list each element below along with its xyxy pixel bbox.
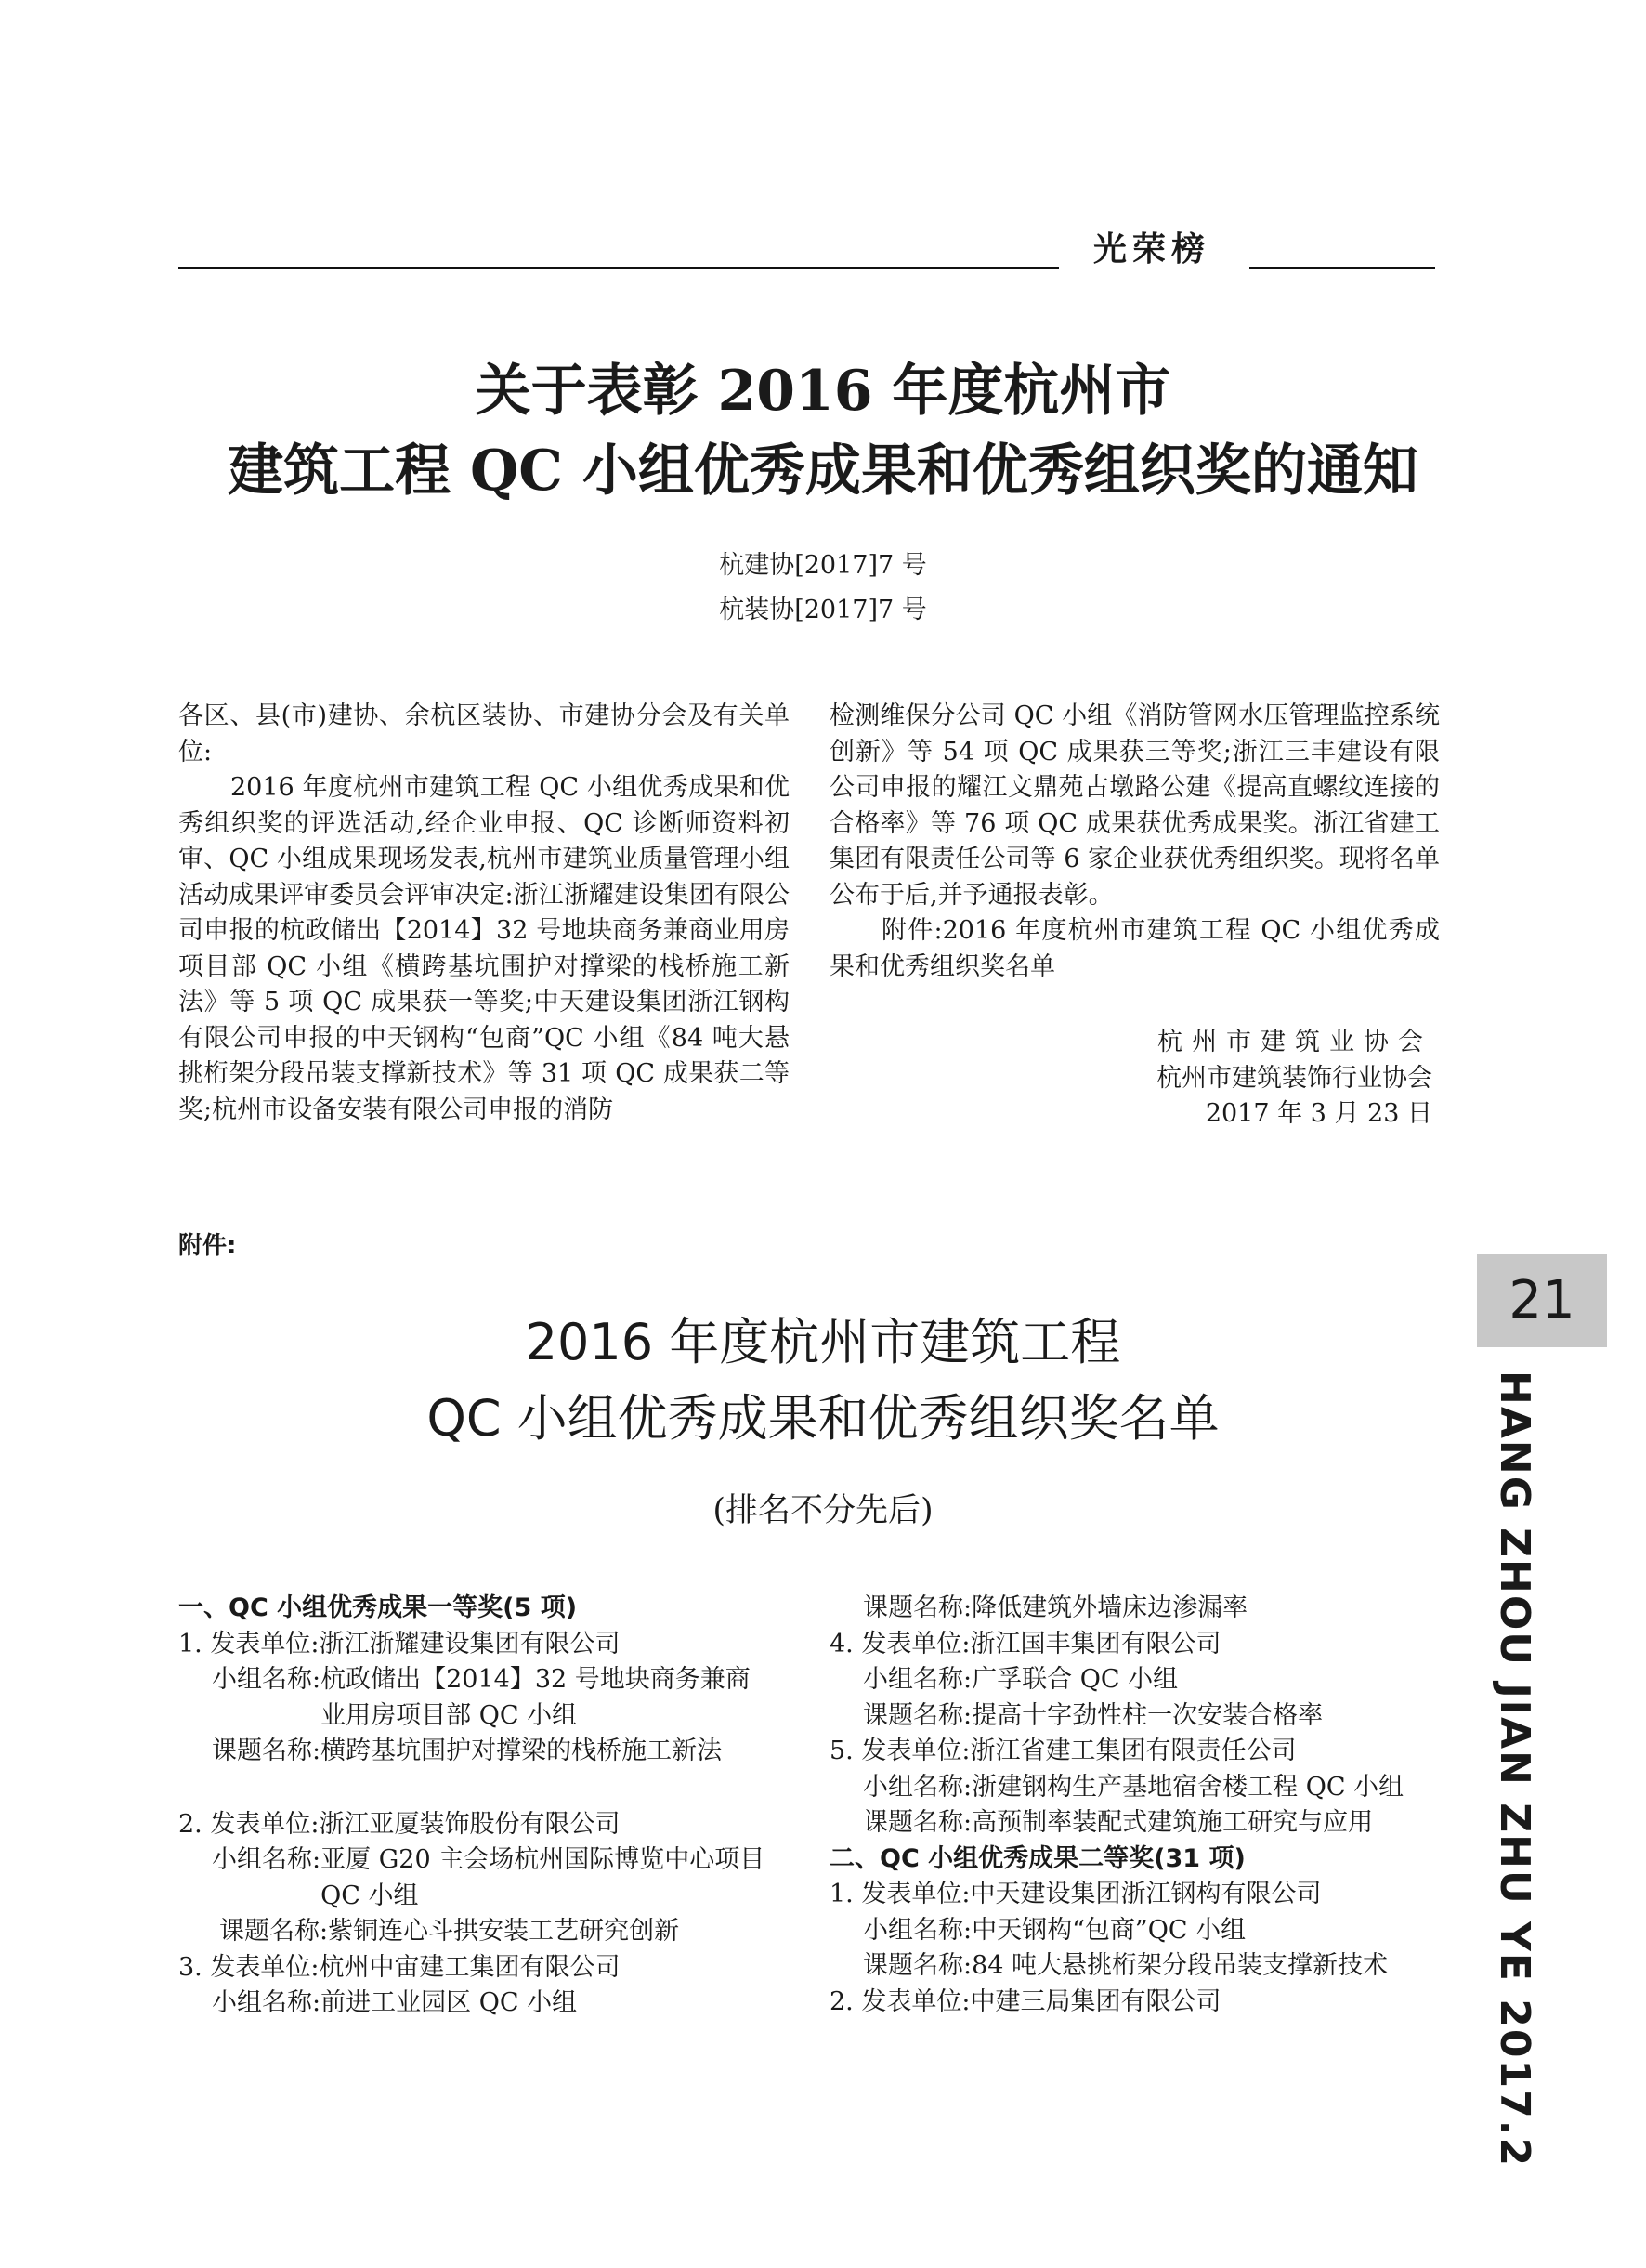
award-list-right [830,1591,1440,2020]
signature-block [1022,1025,1432,1133]
list-item: 课题名称: 84 吨大悬挑桁架分段吊装支撑新技术 [863,1951,1389,1980]
list-item: 小组名称: 广孚联合 QC 小组 [863,1665,1179,1694]
doc-number-1: 杭建协[2017]7 号 [719,551,927,580]
list-item: 小组名称: 前进工业园区 QC 小组 [212,1988,578,2017]
list-item: 2. 发表单位: 浙江亚厦装饰股份有限公司 [178,1809,621,1839]
header-rule-right [1249,267,1435,269]
notice-title-line1: 关于表彰 2016 年度杭州市 [475,359,1171,424]
list-item: 小组名称: 中天钢构“包商”QC 小组 [863,1915,1247,1945]
signer-1: 杭州市建筑业协会 [1157,1028,1432,1056]
notice-body-right [830,699,1440,985]
section-tag: 光荣榜 [1092,230,1210,269]
body-paragraph-1: 2016 年度杭州市建筑工程 QC 小组优秀成果和优秀组织奖的评选活动,经企业申报、QC 诊断师资料初审、QC 小组成果现场发表,杭州市建筑业质量管理小组活动成果评审委员会评审决定:浙江浙耀建设集团有限公司申报的杭政储出【2014】32 号地块商务兼商业用房项目部 QC 小组《横跨基坑围护对撑梁的栈桥施工新法》等 5 项 QC 成果获一等奖;中天建设集团浙江钢构有限公司申报的中天钢构“包商”QC 小组《84 吨大悬挑桁架分段吊装支撑新技术》等 31 项 QC 成果获二等奖;杭州市设备安装有限公司申报的消防 [178,773,790,1124]
list-item: 2. 发表单位: 中建三局集团有限公司 [830,1986,1221,2016]
list-item: 课题名称: 紫铜连心斗拱安装工艺研究创新 [219,1917,680,1946]
ranking-note: (排名不分先后) [712,1492,934,1529]
header-rule-left [178,267,1059,269]
list-item: 3. 发表单位: 杭州中宙建工集团有限公司 [178,1952,621,1982]
list-item: 课题名称: 降低建筑外墙床边渗漏率 [863,1593,1248,1622]
notice-date: 2017 年 3 月 23 日 [1205,1099,1432,1128]
section-first-prize: 一、QC 小组优秀成果一等奖(5 项) [178,1593,578,1622]
addressee: 各区、县(市)建协、余杭区装协、市建协分会及有关单位: [178,701,790,767]
award-list-left [178,1591,773,2022]
signer-2: 杭州市建筑装饰行业协会 [1156,1063,1432,1093]
list-item: 课题名称: 横跨基坑围护对撑梁的栈桥施工新法 [212,1737,723,1765]
list-item: 课题名称: 高预制率装配式建筑施工研究与应用 [863,1808,1374,1837]
list-item: 小组名称: 浙建钢构生产基地宿舍楼工程 QC 小组 [863,1772,1404,1802]
journal-name: HANG ZHOU JIAN ZHU YE 2017.2 [1491,1370,1538,2169]
list-item: 小组名称: 亚厦 G20 主会场杭州国际博览中心项目 QC 小组 [212,1845,765,1910]
notice-body-left [178,699,790,1128]
attachment-label: 附件: [178,1232,237,1260]
list-title-line1: 2016 年度杭州市建筑工程 [525,1313,1121,1371]
list-item: 1. 发表单位: 中天建设集团浙江钢构有限公司 [830,1880,1322,1908]
list-title-line2: QC 小组优秀成果和优秀组织奖名单 [426,1389,1220,1448]
list-item: 4. 发表单位: 浙江国丰集团有限公司 [830,1629,1221,1658]
doc-number-2: 杭装协[2017]7 号 [719,596,927,624]
list-item: 小组名称: 杭政储出【2014】32 号地块商务兼商业用房项目部 QC 小组 [212,1665,751,1730]
page-number: 21 [1477,1254,1607,1347]
section-second-prize: 二、QC 小组优秀成果二等奖(31 项) [830,1843,1246,1873]
attachment-reference: 附件:2016 年度杭州市建筑工程 QC 小组优秀成果和优秀组织奖名单 [830,916,1440,981]
notice-title-line2: 建筑工程 QC 小组优秀成果和优秀组织奖的通知 [228,439,1418,504]
list-item: 1. 发表单位: 浙江浙耀建设集团有限公司 [178,1629,621,1658]
list-item: 5. 发表单位: 浙江省建工集团有限责任公司 [830,1737,1297,1765]
body-paragraph-continued: 检测维保分公司 QC 小组《消防管网水压管理监控系统创新》等 54 项 QC 成果获三等奖;浙江三丰建设有限公司申报的耀江文鼎苑古墩路公建《提高直螺纹连接的合格率》等 76 项 QC 成果获优秀成果奖。浙江省建工集团有限责任公司等 6 家企业获优秀组织奖。现将名单公布于后,并予通报表彰。 [830,701,1440,910]
spacer [178,1770,773,1807]
list-item: 课题名称: 提高十字劲性柱一次安装合格率 [863,1700,1324,1730]
